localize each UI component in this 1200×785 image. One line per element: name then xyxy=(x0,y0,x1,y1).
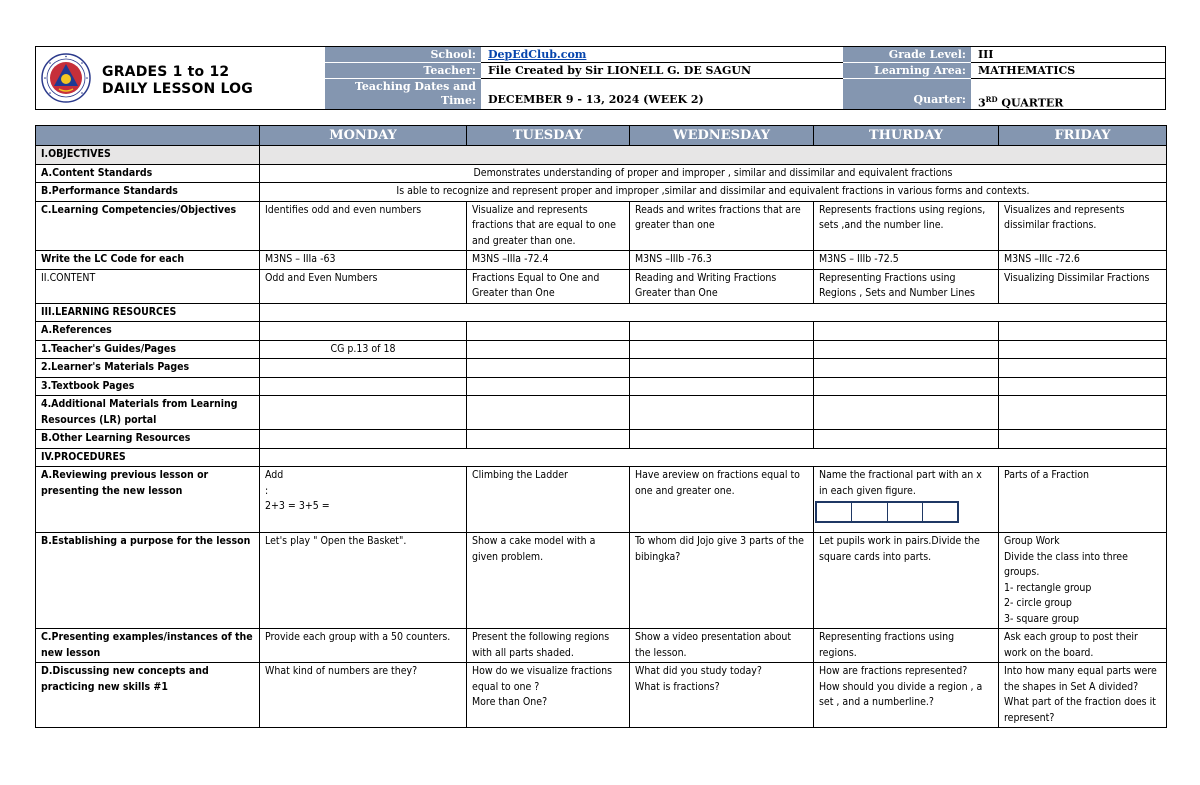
teacher-value: File Created by Sir LIONELL G. DE SAGUN xyxy=(481,63,843,79)
lc-code-tuesday: M3NS –IIIa -72.4 xyxy=(467,251,630,270)
quarter-label: Quarter: xyxy=(843,79,971,109)
day-header-friday: FRIDAY xyxy=(999,126,1167,146)
additional-materials-monday xyxy=(260,396,467,430)
purpose-friday xyxy=(999,533,1167,629)
purpose-tuesday: Show a cake model with a given problem. xyxy=(467,533,630,629)
lc-code-row xyxy=(36,251,1167,270)
fraction-figure xyxy=(815,501,959,523)
textbook-monday xyxy=(260,377,467,396)
other-resources-friday xyxy=(999,430,1167,449)
textbook-wednesday xyxy=(630,377,814,396)
references-row xyxy=(36,322,1167,341)
competency-thursday: Represents fractions using regions, sets ,and the number line. xyxy=(814,201,999,251)
references-tuesday xyxy=(467,322,630,341)
learners-materials-monday xyxy=(260,359,467,378)
purpose-friday-line: 2- circle group xyxy=(1004,597,1072,609)
learning-resources-cell xyxy=(260,303,1167,322)
learners-materials-friday xyxy=(999,359,1167,378)
reviewing-thursday xyxy=(814,467,999,533)
dates-label-line-1: Teaching Dates and xyxy=(354,80,476,93)
reviewing-monday-line-1: Add xyxy=(265,469,284,481)
discussing-monday: What kind of numbers are they? xyxy=(260,663,467,728)
reviewing-label: A.Reviewing previous lesson or presenting the new lesson xyxy=(36,467,260,533)
performance-standards-value: Is able to recognize and represent proper and improper ,similar and dissimilar and equivalent fractions in various forms and contexts. xyxy=(260,183,1167,202)
reviewing-tuesday: Climbing the Ladder xyxy=(467,467,630,533)
procedures-row xyxy=(36,448,1167,467)
learning-area-value: MATHEMATICS xyxy=(971,63,1165,79)
additional-materials-tuesday xyxy=(467,396,630,430)
content-row xyxy=(36,269,1167,303)
dates-value: DECEMBER 9 - 13, 2024 (WEEK 2) xyxy=(488,93,704,106)
discussing-tuesday xyxy=(467,663,630,728)
reviewing-monday-line-2: : xyxy=(265,484,269,497)
additional-materials-thursday xyxy=(814,396,999,430)
purpose-monday: Let's play " Open the Basket". xyxy=(260,533,467,629)
learning-resources-label: III.LEARNING RESOURCES xyxy=(36,303,260,322)
deped-seal-icon xyxy=(41,53,91,103)
content-standards-label: A.Content Standards xyxy=(36,164,260,183)
dates-label xyxy=(325,79,481,109)
textbook-label: 3.Textbook Pages xyxy=(36,377,260,396)
discussing-tuesday-line: More than One? xyxy=(472,696,548,708)
quarter-word: QUARTER xyxy=(997,96,1064,110)
grade-level-label: Grade Level: xyxy=(843,47,971,63)
textbook-row xyxy=(36,377,1167,396)
purpose-wednesday: To whom did Jojo give 3 parts of the bibingka? xyxy=(630,533,814,629)
day-header-blank xyxy=(36,126,260,146)
teachers-guide-row xyxy=(36,340,1167,359)
quarter-value xyxy=(971,79,1165,109)
objectives-cell xyxy=(260,146,1167,165)
lc-code-friday: M3NS –IIIc -72.6 xyxy=(999,251,1167,270)
textbook-friday xyxy=(999,377,1167,396)
quarter-suffix: RD xyxy=(985,95,998,104)
reviewing-thursday-text: Name the fractional part with an x in each given figure. xyxy=(819,469,982,497)
content-standards-value: Demonstrates understanding of proper and improper , similar and dissimilar and equivalent fractions xyxy=(260,164,1167,183)
other-resources-monday xyxy=(260,430,467,449)
reviewing-friday: Parts of a Fraction xyxy=(999,467,1167,533)
day-header-tuesday: TUESDAY xyxy=(467,126,630,146)
discussing-row xyxy=(36,663,1167,728)
competency-friday: Visualizes and represents dissimilar fractions. xyxy=(999,201,1167,251)
procedures-label: IV.PROCEDURES xyxy=(36,448,260,467)
brand-block xyxy=(36,47,326,109)
learners-materials-wednesday xyxy=(630,359,814,378)
purpose-friday-line: Group Work xyxy=(1004,535,1060,547)
presenting-friday: Ask each group to post their work on the board. xyxy=(999,629,1167,663)
learners-materials-label: 2.Learner's Materials Pages xyxy=(36,359,260,378)
presenting-row xyxy=(36,629,1167,663)
discussing-thursday xyxy=(814,663,999,728)
purpose-friday-line: Divide the class into three groups. xyxy=(1004,550,1128,578)
teachers-guide-wednesday xyxy=(630,340,814,359)
purpose-friday-line: 3- square group xyxy=(1004,612,1079,625)
discussing-tuesday-line: How do we visualize fractions equal to one ? xyxy=(472,665,613,693)
presenting-monday: Provide each group with a 50 counters. xyxy=(260,629,467,663)
content-wednesday: Reading and Writing Fractions Greater than One xyxy=(630,269,814,303)
competency-monday: Identifies odd and even numbers xyxy=(260,201,467,251)
lc-code-label: Write the LC Code for each xyxy=(36,251,260,270)
presenting-label: C.Presenting examples/instances of the new lesson xyxy=(36,629,260,663)
figure-part xyxy=(852,503,887,521)
additional-materials-row xyxy=(36,396,1167,430)
learning-resources-row xyxy=(36,303,1167,322)
title-line-2: DAILY LESSON LOG xyxy=(102,81,253,97)
objectives-label: I.OBJECTIVES xyxy=(36,146,260,165)
presenting-tuesday: Present the following regions with all parts shaded. xyxy=(467,629,630,663)
learners-materials-thursday xyxy=(814,359,999,378)
references-friday xyxy=(999,322,1167,341)
discussing-thursday-line: How are fractions represented? xyxy=(819,665,968,677)
learners-materials-tuesday xyxy=(467,359,630,378)
school-value xyxy=(481,47,843,63)
performance-standards-row xyxy=(36,183,1167,202)
teachers-guide-thursday xyxy=(814,340,999,359)
references-label: A.References xyxy=(36,322,260,341)
objectives-row xyxy=(36,146,1167,165)
other-resources-thursday xyxy=(814,430,999,449)
reviewing-wednesday: Have areview on fractions equal to one and greater one. xyxy=(630,467,814,533)
other-resources-row xyxy=(36,430,1167,449)
content-tuesday: Fractions Equal to One and Greater than One xyxy=(467,269,630,303)
discussing-thursday-line: How should you divide a region , a set , and a numberline.? xyxy=(819,680,983,708)
competency-tuesday: Visualize and represents fractions that are equal to one and greater than one. xyxy=(467,201,630,251)
discussing-wednesday xyxy=(630,663,814,728)
other-resources-wednesday xyxy=(630,430,814,449)
grade-level-value: III xyxy=(971,47,1165,63)
lc-code-wednesday: M3NS –IIIb -76.3 xyxy=(630,251,814,270)
teacher-label: Teacher: xyxy=(325,63,481,79)
content-friday: Visualizing Dissimilar Fractions xyxy=(999,269,1167,303)
content-standards-row xyxy=(36,164,1167,183)
content-monday: Odd and Even Numbers xyxy=(260,269,467,303)
discussing-friday-line: What part of the fraction does it represent? xyxy=(1004,696,1156,724)
teachers-guide-friday xyxy=(999,340,1167,359)
presenting-thursday: Representing fractions using regions. xyxy=(814,629,999,663)
discussing-friday xyxy=(999,663,1167,728)
content-thursday: Representing Fractions using Regions , Sets and Number Lines xyxy=(814,269,999,303)
purpose-row xyxy=(36,533,1167,629)
lesson-log-header xyxy=(35,46,1166,110)
procedures-cell xyxy=(260,448,1167,467)
other-resources-tuesday xyxy=(467,430,630,449)
additional-materials-friday xyxy=(999,396,1167,430)
purpose-thursday: Let pupils work in pairs.Divide the square cards into parts. xyxy=(814,533,999,629)
additional-materials-wednesday xyxy=(630,396,814,430)
references-thursday xyxy=(814,322,999,341)
competencies-label: C.Learning Competencies/Objectives xyxy=(36,201,260,251)
dates-label-line-2: Time: xyxy=(440,94,476,107)
reviewing-monday xyxy=(260,467,467,533)
school-label: School: xyxy=(325,47,481,63)
day-header-row xyxy=(36,126,1167,146)
quarter-number: 3 xyxy=(978,96,986,110)
lc-code-monday: M3NS – IIIa -63 xyxy=(260,251,467,270)
school-link[interactable]: DepEdClub.com xyxy=(488,48,587,61)
document-title xyxy=(102,64,253,98)
discussing-friday-line: Into how many equal parts were the shapes in Set A divided? xyxy=(1004,665,1157,693)
other-resources-label: B.Other Learning Resources xyxy=(36,430,260,449)
daily-lesson-log-table xyxy=(35,125,1167,728)
day-header-wednesday: WEDNESDAY xyxy=(630,126,814,146)
purpose-label: B.Establishing a purpose for the lesson xyxy=(36,533,260,629)
learners-materials-row xyxy=(36,359,1167,378)
teachers-guide-monday: CG p.13 of 18 xyxy=(260,340,467,359)
additional-materials-label: 4.Additional Materials from Learning Resources (LR) portal xyxy=(36,396,260,430)
presenting-wednesday: Show a video presentation about the lesson. xyxy=(630,629,814,663)
competency-wednesday: Reads and writes fractions that are greater than one xyxy=(630,201,814,251)
textbook-tuesday xyxy=(467,377,630,396)
day-header-monday: MONDAY xyxy=(260,126,467,146)
competencies-row xyxy=(36,201,1167,251)
teachers-guide-tuesday xyxy=(467,340,630,359)
learning-area-label: Learning Area: xyxy=(843,63,971,79)
references-monday xyxy=(260,322,467,341)
lc-code-thursday: M3NS – IIIb -72.5 xyxy=(814,251,999,270)
purpose-friday-line: 1- rectangle group xyxy=(1004,581,1092,594)
discussing-label: D.Discussing new concepts and practicing new skills #1 xyxy=(36,663,260,728)
figure-part xyxy=(923,503,957,521)
teachers-guide-label: 1.Teacher's Guides/Pages xyxy=(36,340,260,359)
references-wednesday xyxy=(630,322,814,341)
discussing-wednesday-line: What is fractions? xyxy=(635,680,720,693)
reviewing-monday-line-3: 2+3 = 3+5 = xyxy=(265,500,330,512)
reviewing-row xyxy=(36,467,1167,533)
textbook-thursday xyxy=(814,377,999,396)
day-header-thursday: THURDAY xyxy=(814,126,999,146)
figure-part xyxy=(817,503,852,521)
figure-part xyxy=(888,503,923,521)
discussing-wednesday-line: What did you study today? xyxy=(635,665,762,677)
performance-standards-label: B.Performance Standards xyxy=(36,183,260,202)
content-label: II.CONTENT xyxy=(36,269,260,303)
title-line-1: GRADES 1 to 12 xyxy=(102,64,230,80)
